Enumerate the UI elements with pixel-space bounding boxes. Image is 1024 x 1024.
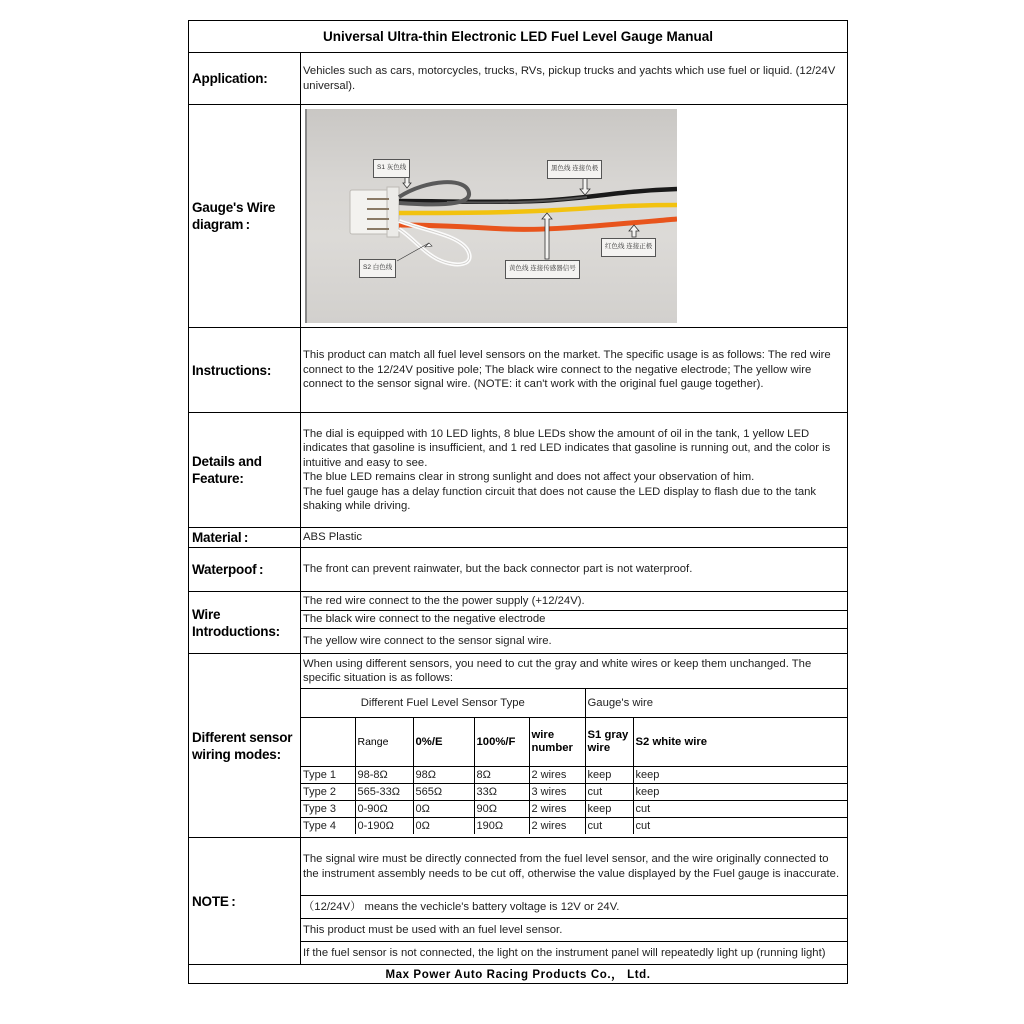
- details-cell: [301, 413, 847, 527]
- group-header-sensor-type: Different Fuel Level Sensor Type: [301, 689, 585, 718]
- waterproof-row: [189, 548, 847, 592]
- wire-intro-black: The black wire connect to the negative electrode: [301, 611, 847, 629]
- note-label: NOTE :: [189, 838, 301, 964]
- column-header-wire-number: wire number: [529, 718, 585, 767]
- callout-red-wire: 红色线 连接正极: [601, 238, 656, 257]
- wire-intro-label: Wire Introductions:: [189, 592, 301, 653]
- cell-empty: 98Ω: [413, 767, 474, 784]
- note-cell: [301, 838, 847, 964]
- wire-diagram-row: [189, 105, 847, 328]
- details-row: [189, 413, 847, 528]
- cell-s1: cut: [585, 818, 633, 835]
- column-header-s2-white: S2 white wire: [633, 718, 847, 767]
- cell-wire-number: 2 wires: [529, 818, 585, 835]
- callout-yellow-wire: 黄色线 连接传感器信号: [505, 260, 580, 279]
- cell-full: 33Ω: [474, 784, 529, 801]
- manual-sheet: [188, 20, 848, 984]
- column-header-s1-gray: S1 gray wire: [585, 718, 633, 767]
- cell-type: Type 3: [301, 801, 355, 818]
- application-text: Vehicles such as cars, motorcycles, trucks, RVs, pickup trucks and yachts which use fuel or liquid. (12/24V universal).: [303, 65, 836, 92]
- waterproof-text: The front can prevent rainwater, but the back connector part is not waterproof.: [303, 563, 693, 576]
- cell-s2: keep: [633, 767, 847, 784]
- cell-wire-number: 3 wires: [529, 784, 585, 801]
- note-line: The signal wire must be directly connected from the fuel level sensor, and the wire originally connected to the instrument assembly needs to be cut off, otherwise the value displayed by the Fuel gauge is inaccurate.: [301, 838, 847, 896]
- wire-diagram-label: Gauge's Wire diagram :: [189, 105, 301, 327]
- cell-s1: keep: [585, 801, 633, 818]
- sensor-modes-cell: [301, 654, 847, 837]
- sensor-modes-intro: When using different sensors, you need to cut the gray and white wires or keep them unchanged. The specific situation is as follows:: [301, 654, 847, 689]
- note-line: If the fuel sensor is not connected, the light on the instrument panel will repeatedly light up (running light): [303, 946, 826, 959]
- cell-s2: cut: [633, 801, 847, 818]
- details-label: Details and Feature:: [189, 413, 301, 527]
- callout-s2-white-wire: S2 白色线: [359, 259, 396, 278]
- cell-range: 0-90Ω: [355, 801, 413, 818]
- application-row: [189, 53, 847, 105]
- wire-diagram-photo: [305, 109, 677, 323]
- wire-intro-row: [189, 592, 847, 654]
- material-row: [189, 528, 847, 548]
- cell-s2: cut: [633, 818, 847, 835]
- callout-black-wire: 黑色线 连接负极: [547, 160, 602, 179]
- sensor-modes-label: Different sensor wiring modes:: [189, 654, 301, 837]
- cell-wire-number: 2 wires: [529, 801, 585, 818]
- sensor-type-table: [301, 689, 847, 834]
- details-paragraph: The blue LED remains clear in strong sunlight and does not affect your observation of him.: [303, 471, 755, 483]
- cell-wire-number: 2 wires: [529, 767, 585, 784]
- page-title: Universal Ultra-thin Electronic LED Fuel Level Gauge Manual: [189, 21, 847, 53]
- cell-empty: 0Ω: [413, 818, 474, 835]
- note-row: [189, 838, 847, 965]
- table-row: [301, 818, 847, 835]
- wire-harness-illustration: [307, 109, 677, 323]
- cell-s1: cut: [585, 784, 633, 801]
- waterproof-label: Waterpoof :: [189, 548, 301, 591]
- cell-type: Type 1: [301, 767, 355, 784]
- sensor-modes-row: [189, 654, 847, 838]
- wire-intro-yellow: The yellow wire connect to the sensor signal wire.: [303, 634, 552, 647]
- table-row: [301, 784, 847, 801]
- cell-type: Type 2: [301, 784, 355, 801]
- wire-intro-red: The red wire connect to the the power supply (+12/24V).: [301, 592, 847, 611]
- material-label: Material :: [189, 528, 301, 547]
- cell-s2: keep: [633, 784, 847, 801]
- cell-full: 190Ω: [474, 818, 529, 835]
- cell-empty: 565Ω: [413, 784, 474, 801]
- cell-s1: keep: [585, 767, 633, 784]
- wire-intro-cell: [301, 592, 847, 653]
- column-header-range: Range: [355, 718, 413, 767]
- column-header-empty: 0%/E: [413, 718, 474, 767]
- group-header-gauges-wire: Gauge's wire: [585, 689, 847, 718]
- wire-diagram-cell: [301, 105, 847, 327]
- instructions-label: Instructions:: [189, 328, 301, 412]
- cell-type: Type 4: [301, 818, 355, 835]
- table-row: [301, 767, 847, 784]
- cell-full: 8Ω: [474, 767, 529, 784]
- application-label: Application:: [189, 53, 301, 104]
- material-text: ABS Plastic: [303, 531, 363, 544]
- table-row: [301, 801, 847, 818]
- cell-range: 565-33Ω: [355, 784, 413, 801]
- callout-s1-gray-wire: S1 灰色线: [373, 159, 410, 178]
- cell-full: 90Ω: [474, 801, 529, 818]
- table-header-row: [301, 718, 847, 767]
- note-line: This product must be used with an fuel level sensor.: [301, 919, 847, 942]
- column-header-type: [301, 718, 355, 767]
- cell-range: 98-8Ω: [355, 767, 413, 784]
- instructions-row: [189, 328, 847, 413]
- cell-range: 0-190Ω: [355, 818, 413, 835]
- details-paragraph: The dial is equipped with 10 LED lights, 8 blue LEDs show the amount of oil in the tank, 1 yellow LED indicates that gasoline is insufficient, and 1 red LED indicates that gasoline is running out, and the color is intuitive and easy to see.: [303, 427, 831, 469]
- instructions-text: This product can match all fuel level sensors on the market. The specific usage is as follows: The red wire connect to the 12/24V positive pole; The black wire connect to the negative electrode; The yellow wire connect to the sensor signal wire. (NOTE: it can't work with the original fuel gauge together).: [303, 349, 831, 391]
- details-paragraph: The fuel gauge has a delay function circuit that does not cause the LED display to flash due to the tank shaking while driving.: [303, 485, 817, 512]
- note-line: （12/24V） means the vechicle's battery voltage is 12V or 24V.: [301, 896, 847, 919]
- cell-empty: 0Ω: [413, 801, 474, 818]
- company-footer: Max Power Auto Racing Products Co.， Ltd.: [385, 969, 651, 981]
- table-group-header-row: [301, 689, 847, 718]
- column-header-full: 100%/F: [474, 718, 529, 767]
